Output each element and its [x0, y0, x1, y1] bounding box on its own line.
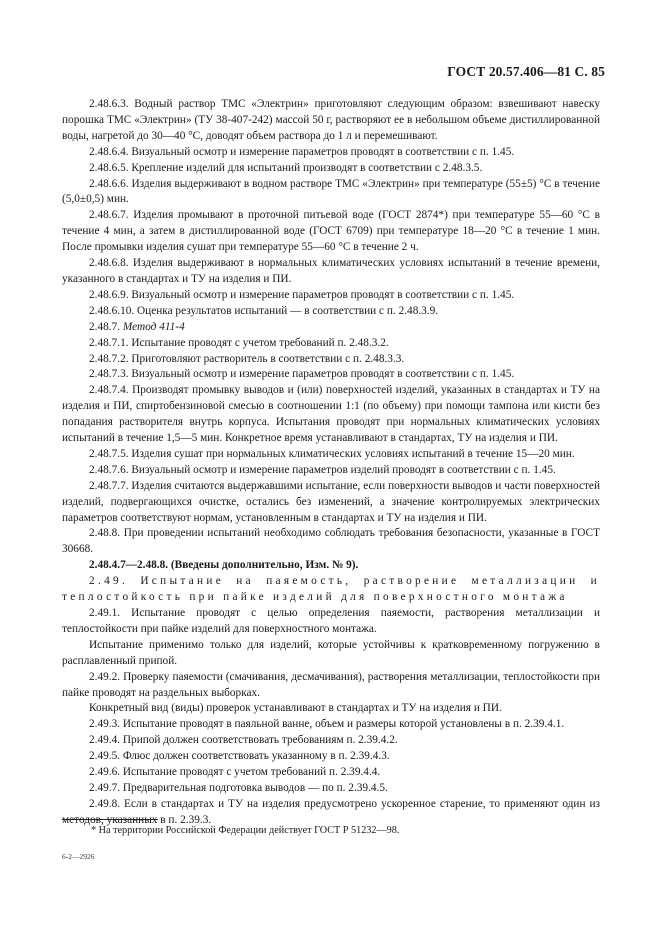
amendment-note: 2.48.4.7—2.48.8. (Введены дополнительно, Изм. № 9). [89, 559, 359, 572]
paragraph-2-48-6-3: 2.48.6.3. Водный раствор ТМС «Электрин» приготовляют следующим образом: взвешивают навеску порошка ТМС «Электрин» (ТУ 38-407-242) массой 50 г, растворяют ее в небольшом объеме дистиллированной воды, нагретой до 30—40 °С, доводят объем раствора до 1 л и перемешивают. [62, 98, 600, 142]
paragraph-2-48-7-5: 2.48.7.5. Изделия сушат при нормальных климатических условиях испытаний в течение 15—20 мин. [89, 447, 575, 460]
document-body [62, 97, 600, 829]
paragraph-2-48-7-6: 2.48.7.6. Визуальный осмотр и измерение параметров изделий проводят в соответствии с п. 1.45. [89, 463, 556, 476]
paragraph-2-48-8: 2.48.8. При проведении испытаний необходимо соблюдать требования безопасности, указанные в ГОСТ 30668. [62, 527, 600, 556]
paragraph-2-48-7-1: 2.48.7.1. Испытание проводят с учетом требований п. 2.48.3.2. [89, 336, 389, 349]
paragraph-2-48-6-4: 2.48.6.4. Визуальный осмотр и измерение параметров проводят в соответствии с п. 1.45. [89, 145, 515, 158]
paragraph-2-49-4: 2.49.4. Припой должен соответствовать требованиям п. 2.39.4.2. [89, 734, 398, 747]
paragraph-2-49-6: 2.49.6. Испытание проводят с учетом требований п. 2.39.4.4. [89, 766, 381, 779]
paragraph-2-48-7-4: 2.48.7.4. Производят промывку выводов и (или) поверхностей изделий, указанных в стандартах и ТУ на изделия и ПИ, спиртобензиновой смесью в соотношении 1:1 (по объему) при помощи тампона или кисти без попадания растворителя внутрь корпуса. Испытания проводят при нормальных климатических условиях испытаний в течение 1,5—5 мин. Конкретное время устанавливают в стандартах, ТУ на изделия и ПИ. [62, 384, 600, 445]
paragraph-2-48-6-9: 2.48.6.9. Визуальный осмотр и измерение параметров проводят в соответствии с п. 1.45. [89, 288, 515, 301]
paragraph-2-49-1: 2.49.1. Испытание проводят с целью определения паяемости, растворения металлизации и теплостойкости при пайке изделий для поверхностного монтажа. [62, 607, 600, 635]
section-2-49-heading [62, 574, 600, 606]
footnote-divider [62, 819, 158, 820]
paragraph-2-48-6-6: 2.48.6.6. Изделия выдерживают в водном растворе ТМС «Электрин» при температуре (55±5) °С в течение (5,0±0,5) мин. [62, 177, 600, 206]
paragraph-2-49-2: 2.49.2. Проверку паяемости (смачивания, десмачивания), растворения металлизации, теплостойкости при пайке проводят на раздельных выборках. [62, 670, 600, 699]
paragraph-check-type: Конкретный вид (виды) проверок устанавливают в стандартах и ТУ на изделия и ПИ. [89, 702, 502, 715]
paragraph-2-48-6-10: 2.48.6.10. Оценка результатов испытаний — в соответствии с п. 2.48.3.9. [89, 304, 439, 317]
method-title: Метод 411-4 [122, 320, 185, 333]
paragraph-2-48-7-3: 2.48.7.3. Визуальный осмотр и измерение параметров проводят в соответствии с п. 1.45. [89, 368, 515, 381]
section-number: 2.49. [89, 575, 141, 588]
page-header: ГОСТ 20.57.406—81 С. 85 [447, 64, 605, 79]
section-number: 2.48.7. [89, 320, 123, 333]
paragraph-2-48-6-8: 2.48.6.8. Изделия выдерживают в нормальных климатических условиях испытаний в течение времени, указанного в стандартах и ТУ на изделия и ПИ. [62, 257, 600, 285]
paragraph-2-49-5: 2.49.5. Флюс должен соответствовать указанному в п. 2.39.4.3. [89, 750, 390, 763]
print-mark: 6-2—2926 [62, 852, 95, 861]
paragraph-2-49-3: 2.49.3. Испытание проводят в паяльной ванне, объем и размеры которой установлены в п. 2.39.4.1. [89, 718, 565, 731]
paragraph-2-48-7-7: 2.48.7.7. Изделия считаются выдержавшими испытание, если поверхности выводов и части поверхностей изделий, подвергающихся очистке, остались без изменений, а значение контролируемых электрических параметров соответствуют нормам, установленным в стандартах и ТУ на изделия и ПИ. [62, 479, 600, 524]
footnote: * На территории Российской Федерации действует ГОСТ Р 51232—98. [91, 825, 400, 836]
paragraph-2-49-8: 2.49.8. Если в стандартах и ТУ на изделия предусмотрено ускоренное старение, то применяют один из методов, указанных в п. 2.39.3. [62, 797, 600, 826]
paragraph-2-48-7-2: 2.48.7.2. Приготовляют растворитель в соответствии с п. 2.48.3.3. [89, 352, 405, 365]
paragraph-2-48-6-7: 2.48.6.7. Изделия промывают в проточной питьевой воде (ГОСТ 2874*) при температуре 55—60 °С в течение 4 мин, а затем в дистиллированной воде (ГОСТ 6709) при температуре 18—20 °С в течение 1 мин. После промывки изделия сушат при температуре 55—60 °С в течение 2 ч. [62, 209, 600, 254]
paragraph-applicability: Испытание применимо только для изделий, которые устойчивы к кратковременному погружению в расплавленный припой. [62, 638, 600, 667]
paragraph-2-48-6-5: 2.48.6.5. Крепление изделий для испытаний производят в соответствии с 2.48.3.5. [89, 161, 483, 174]
section-title: Испытание на паяемость, растворение металлизации и теплостойкость при пайке изделий для поверхностного монтажа [62, 575, 601, 604]
paragraph-2-48-7 [62, 320, 600, 336]
paragraph-2-49-7: 2.49.7. Предварительная подготовка выводов — по п. 2.39.4.5. [89, 781, 388, 794]
